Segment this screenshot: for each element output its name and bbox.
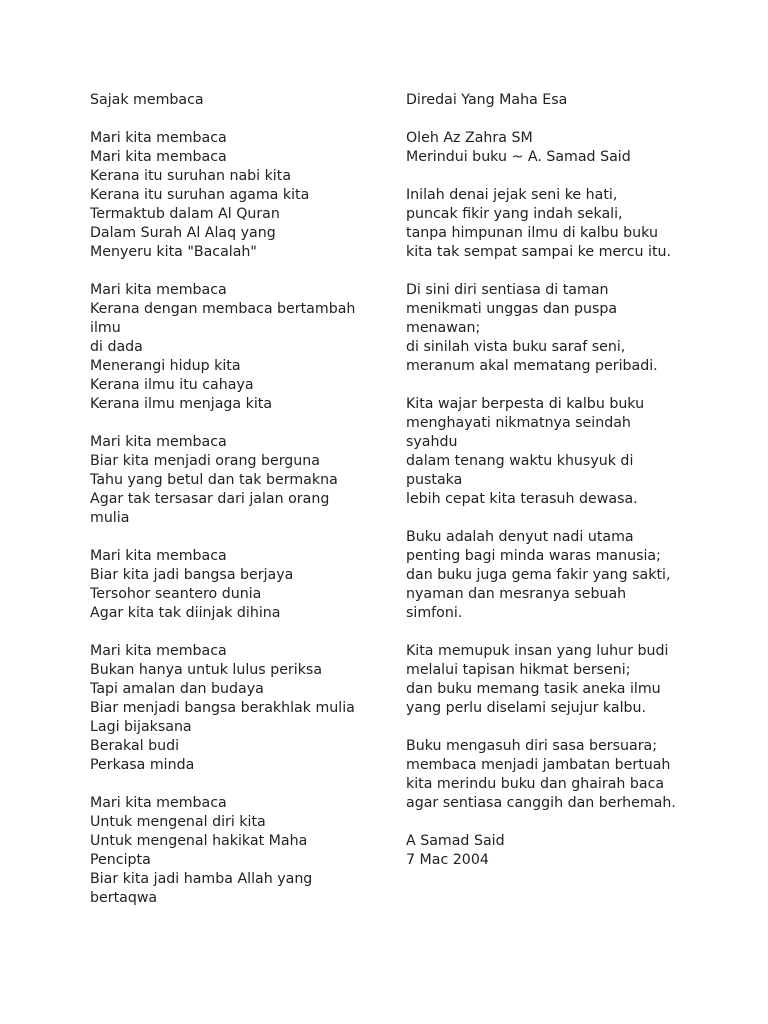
text-line: Biar kita menjadi orang berguna bbox=[90, 453, 320, 469]
text-line: meranum akal mematang peribadi. bbox=[406, 358, 658, 374]
text-line: Pencipta bbox=[90, 852, 151, 868]
text-line: Mari kita membaca bbox=[90, 434, 227, 450]
text-line: tanpa himpunan ilmu di kalbu buku bbox=[406, 225, 658, 241]
text-line: dalam tenang waktu khusyuk di bbox=[406, 453, 634, 469]
text-line: Perkasa minda bbox=[90, 757, 195, 773]
text-line: ilmu bbox=[90, 320, 121, 336]
text-line: Mari kita membaca bbox=[90, 130, 227, 146]
text-line bbox=[90, 775, 370, 794]
text-line: Bukan hanya untuk lulus periksa bbox=[90, 662, 323, 678]
text-line: Untuk mengenal diri kita bbox=[90, 814, 266, 830]
left-poem-column bbox=[90, 91, 370, 908]
text-line: Mari kita membaca bbox=[90, 282, 227, 298]
text-line: Menyeru kita "Bacalah" bbox=[90, 244, 257, 260]
text-line: Berakal budi bbox=[90, 738, 180, 754]
text-line bbox=[406, 623, 681, 642]
text-line: mulia bbox=[90, 510, 130, 526]
text-line: yang perlu diselami sejujur kalbu. bbox=[406, 700, 647, 716]
text-line: penting bagi minda waras manusia; bbox=[406, 548, 661, 564]
poem-byline: Oleh Az Zahra SM bbox=[406, 130, 533, 146]
text-line: Agar tak tersasar dari jalan orang bbox=[90, 491, 330, 507]
text-line: Mari kita membaca bbox=[90, 795, 227, 811]
text-line bbox=[406, 167, 681, 186]
text-line: membaca menjadi jambatan bertuah bbox=[406, 757, 671, 773]
text-line: menikmati unggas dan puspa bbox=[406, 301, 618, 317]
poem-heading: Diredai Yang Maha Esa bbox=[406, 92, 568, 108]
text-line: Lagi bijaksana bbox=[90, 719, 192, 735]
text-line: Mari kita membaca bbox=[90, 643, 227, 659]
text-line: Dalam Surah Al Alaq yang bbox=[90, 225, 276, 241]
text-line bbox=[90, 623, 370, 642]
text-line: Tersohor seantero dunia bbox=[90, 586, 262, 602]
text-line bbox=[90, 528, 370, 547]
text-line: Mari kita membaca bbox=[90, 548, 227, 564]
text-line: Kerana dengan membaca bertambah bbox=[90, 301, 356, 317]
text-line: Kerana ilmu itu cahaya bbox=[90, 377, 254, 393]
right-poem-column bbox=[406, 91, 681, 870]
text-line: kita tak sempat sampai ke mercu itu. bbox=[406, 244, 672, 260]
text-line: Kerana itu suruhan nabi kita bbox=[90, 168, 292, 184]
text-line: di sinilah vista buku saraf seni, bbox=[406, 339, 626, 355]
text-line: lebih cepat kita terasuh dewasa. bbox=[406, 491, 638, 507]
text-line: agar sentiasa canggih dan berhemah. bbox=[406, 795, 676, 811]
text-line bbox=[406, 110, 681, 129]
text-line: Kita memupuk insan yang luhur budi bbox=[406, 643, 669, 659]
text-line: syahdu bbox=[406, 434, 458, 450]
text-line: menawan; bbox=[406, 320, 481, 336]
text-line: Biar kita jadi hamba Allah yang bbox=[90, 871, 313, 887]
text-line: di dada bbox=[90, 339, 143, 355]
text-line bbox=[90, 414, 370, 433]
text-line: menghayati nikmatnya seindah bbox=[406, 415, 631, 431]
text-line: kita merindu buku dan ghairah baca bbox=[406, 776, 665, 792]
text-line bbox=[90, 110, 370, 129]
text-line: Kerana ilmu menjaga kita bbox=[90, 396, 273, 412]
text-line: Menerangi hidup kita bbox=[90, 358, 241, 374]
text-line: Untuk mengenal hakikat Maha bbox=[90, 833, 308, 849]
text-line: Inilah denai jejak seni ke hati, bbox=[406, 187, 618, 203]
text-line: Biar kita jadi bangsa berjaya bbox=[90, 567, 294, 583]
text-line bbox=[90, 262, 370, 281]
text-line: Agar kita tak diinjak dihina bbox=[90, 605, 281, 621]
poem-date: 7 Mac 2004 bbox=[406, 852, 489, 868]
text-line: bertaqwa bbox=[90, 890, 158, 906]
text-line: Tahu yang betul dan tak bermakna bbox=[90, 472, 338, 488]
poem-title: Merindui buku ~ A. Samad Said bbox=[406, 149, 631, 165]
poem-author: A Samad Said bbox=[406, 833, 505, 849]
text-line: Di sini diri sentiasa di taman bbox=[406, 282, 609, 298]
text-line bbox=[406, 509, 681, 528]
text-line: Tapi amalan dan budaya bbox=[90, 681, 264, 697]
text-line: Buku adalah denyut nadi utama bbox=[406, 529, 634, 545]
text-line: melalui tapisan hikmat berseni; bbox=[406, 662, 631, 678]
text-line: Termaktub dalam Al Quran bbox=[90, 206, 280, 222]
text-line: simfoni. bbox=[406, 605, 463, 621]
text-line: dan buku memang tasik aneka ilmu bbox=[406, 681, 661, 697]
text-line: nyaman dan mesranya sebuah bbox=[406, 586, 627, 602]
text-line: Kerana itu suruhan agama kita bbox=[90, 187, 310, 203]
text-line bbox=[406, 813, 681, 832]
text-line: Kita wajar berpesta di kalbu buku bbox=[406, 396, 645, 412]
text-line bbox=[406, 718, 681, 737]
text-line: pustaka bbox=[406, 472, 463, 488]
text-line: Mari kita membaca bbox=[90, 149, 227, 165]
text-line: Buku mengasuh diri sasa bersuara; bbox=[406, 738, 657, 754]
text-line bbox=[406, 262, 681, 281]
text-line: puncak fikir yang indah sekali, bbox=[406, 206, 623, 222]
poem-title: Sajak membaca bbox=[90, 92, 204, 108]
text-line bbox=[406, 376, 681, 395]
text-line: Biar menjadi bangsa berakhlak mulia bbox=[90, 700, 355, 716]
text-line: dan buku juga gema fakir yang sakti, bbox=[406, 567, 671, 583]
